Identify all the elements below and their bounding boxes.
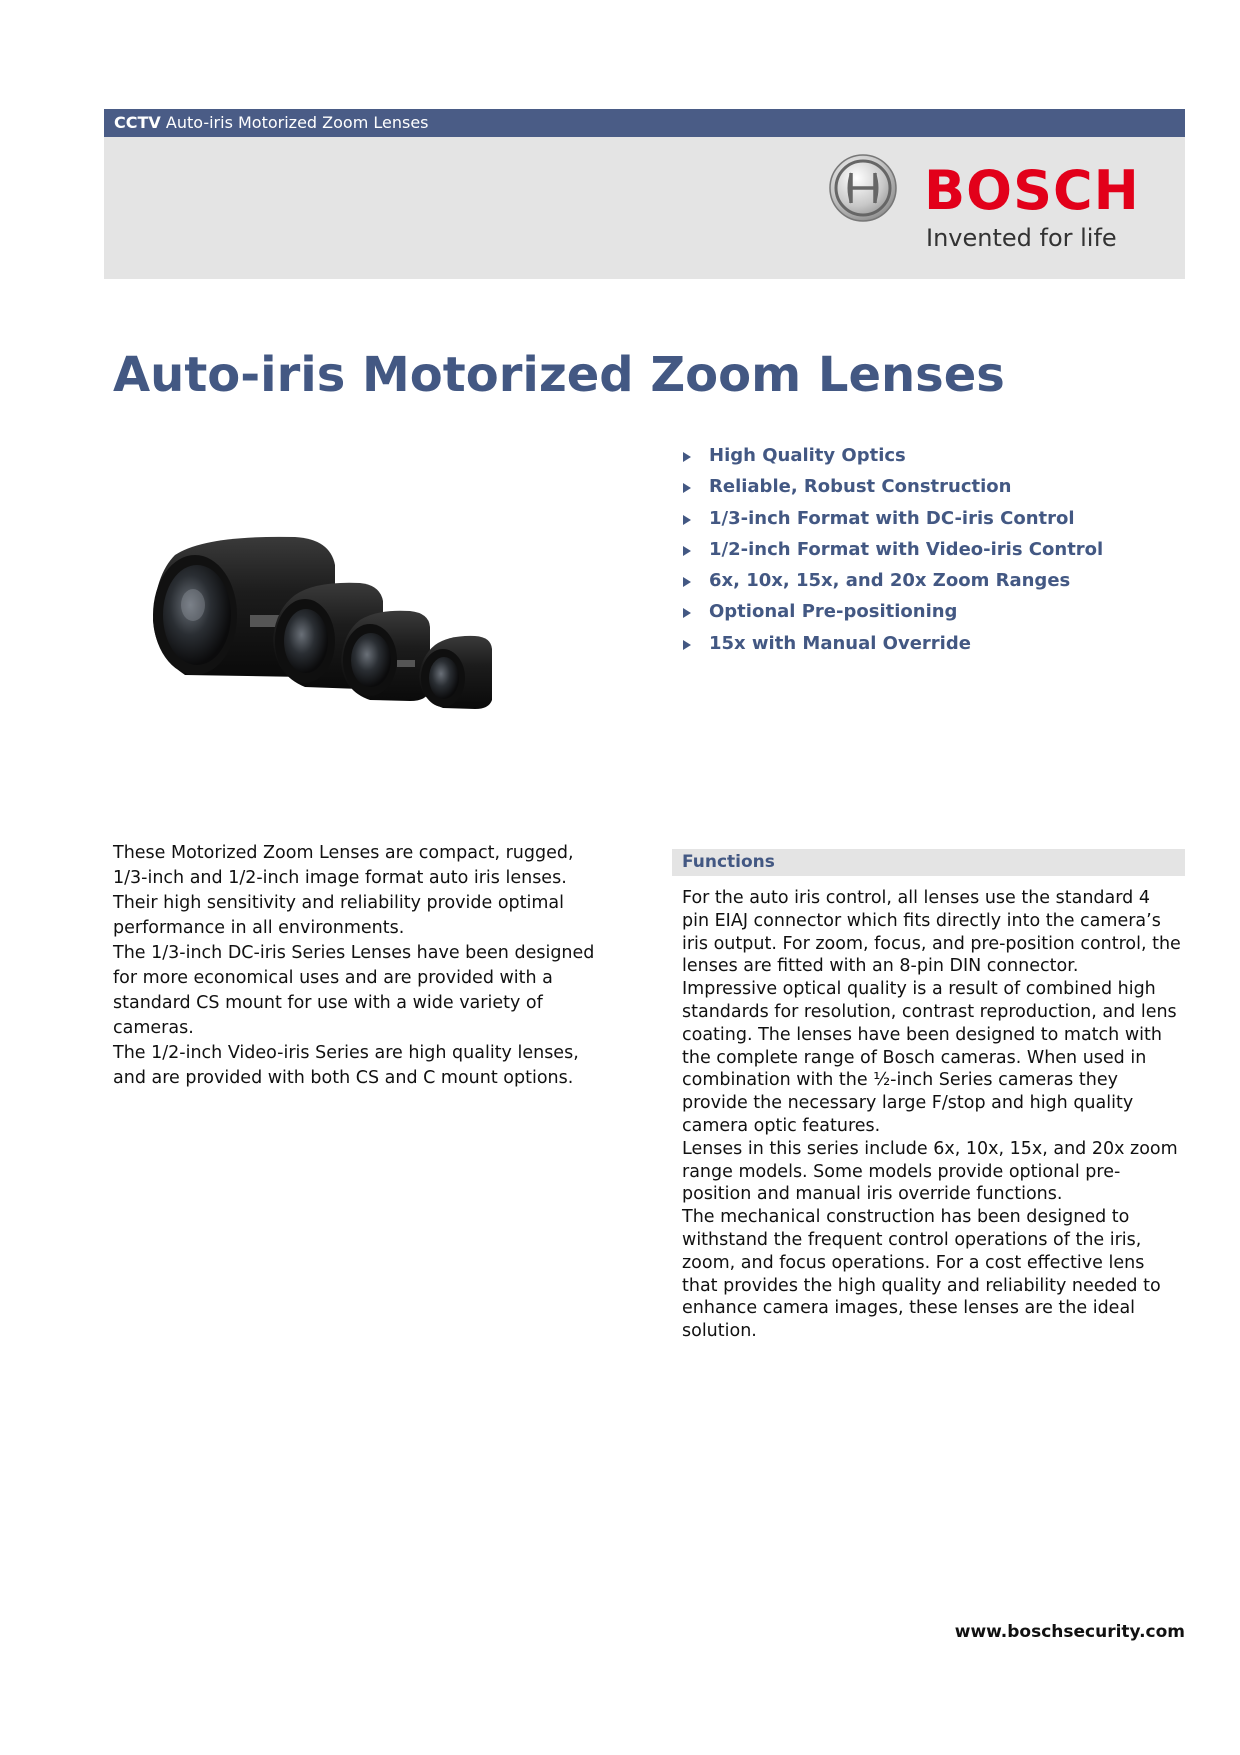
functions-paragraph: For the auto iris control, all lenses use the standard 4 pin EIAJ connector which fits directly into the camera’s iris output. For zoom, focus, and pre-position control, the lenses are fitted with an 8-pin DIN connector. bbox=[682, 888, 1181, 977]
triangle-bullet-icon bbox=[683, 640, 691, 650]
feature-text: 1/2-inch Format with Video-iris Control bbox=[709, 538, 1104, 560]
feature-item bbox=[683, 630, 1103, 661]
footer-url-link[interactable]: www.boschsecurity.com bbox=[954, 1622, 1185, 1642]
feature-text: 6x, 10x, 15x, and 20x Zoom Ranges bbox=[709, 570, 1071, 592]
intro-text bbox=[113, 841, 613, 1091]
feature-item bbox=[683, 567, 1103, 598]
feature-list bbox=[683, 442, 1103, 661]
page-title: Auto-iris Motorized Zoom Lenses bbox=[113, 347, 1005, 403]
feature-text: 1/3-inch Format with DC-iris Control bbox=[709, 507, 1075, 529]
zoom-lenses-product-image bbox=[145, 525, 565, 725]
intro-paragraph: The 1/2-inch Video-iris Series are high quality lenses, and are provided with both CS and C mount options. bbox=[113, 1043, 579, 1088]
header-bar bbox=[104, 109, 1185, 137]
triangle-bullet-icon bbox=[683, 483, 691, 493]
functions-paragraph: Lenses in this series include 6x, 10x, 15x, and 20x zoom range models. Some models provide optional pre-position and manual iris override functions. bbox=[682, 1138, 1178, 1205]
feature-text: Reliable, Robust Construction bbox=[709, 476, 1012, 498]
feature-text: Optional Pre-positioning bbox=[709, 601, 958, 623]
intro-paragraph: The 1/3-inch DC-iris Series Lenses have been designed for more economical uses and are provided with a standard CS mount for use with a wide variety of cameras. bbox=[113, 943, 595, 1038]
functions-heading: Functions bbox=[672, 849, 1185, 876]
header-category: CCTV bbox=[114, 113, 161, 132]
functions-paragraph: The mechanical construction has been designed to withstand the frequent control operations of the iris, zoom, and focus operations. For a cost effective lens that provides the high quality and reliability needed to enhance camera images, these lenses are the ideal solution. bbox=[682, 1207, 1161, 1342]
feature-item bbox=[683, 505, 1103, 536]
intro-paragraph: These Motorized Zoom Lenses are compact, rugged, 1/3-inch and 1/2-inch image format auto iris lenses. Their high sensitivity and reliability provide optimal performance in all environments. bbox=[113, 843, 574, 938]
functions-text bbox=[682, 887, 1182, 1343]
feature-text: 15x with Manual Override bbox=[709, 632, 971, 654]
header-subtitle: Auto-iris Motorized Zoom Lenses bbox=[165, 113, 429, 132]
functions-paragraph: Impressive optical quality is a result of combined high standards for resolution, contrast reproduction, and lens coating. The lenses have been designed to match with the complete range of Bosch cameras. When used in combination with the ½-inch Series cameras they provide the necessary large F/stop and high quality camera optic features. bbox=[682, 979, 1177, 1136]
triangle-bullet-icon bbox=[683, 608, 691, 618]
feature-item bbox=[683, 473, 1103, 504]
triangle-bullet-icon bbox=[683, 577, 691, 587]
brand-tagline: Invented for life bbox=[926, 224, 1117, 252]
feature-item bbox=[683, 536, 1103, 567]
brand-panel bbox=[104, 137, 1185, 279]
triangle-bullet-icon bbox=[683, 515, 691, 525]
triangle-bullet-icon bbox=[683, 546, 691, 556]
bosch-emblem-icon bbox=[828, 153, 898, 223]
brand-wordmark: BOSCH bbox=[924, 159, 1140, 222]
feature-text: High Quality Optics bbox=[709, 445, 906, 466]
feature-item bbox=[683, 598, 1103, 629]
triangle-bullet-icon bbox=[683, 452, 691, 462]
feature-item bbox=[683, 442, 1103, 473]
